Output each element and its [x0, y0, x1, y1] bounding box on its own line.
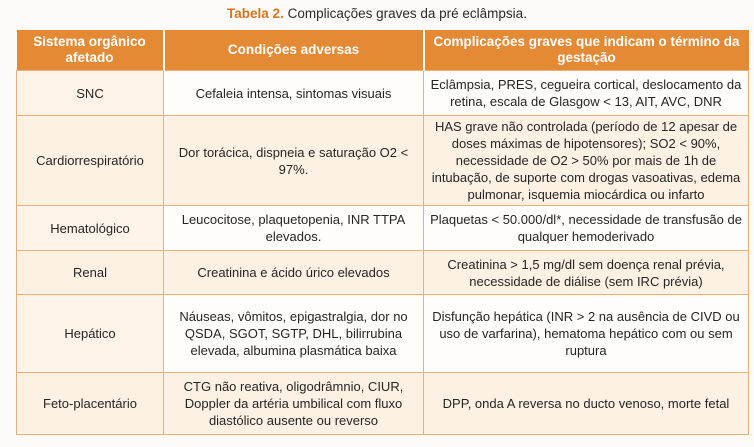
cell-complications: Plaquetas < 50.000/dl*, necessidade de transfusão de qualquer hemoderivado	[424, 206, 749, 251]
cell-conditions: Náuseas, vômitos, epigastralgia, dor no QSDA, SGOT, SGTP, DHL, bilirrubina elevada, albumina plasmática baixa	[164, 295, 424, 373]
cell-conditions: Dor torácica, dispneia e saturação O2 < 97%.	[164, 116, 424, 206]
table-row	[17, 373, 749, 435]
caption-text: Complicações graves da pré eclâmpsia.	[287, 6, 527, 21]
cell-complications: Eclâmpsia, PRES, cegueira cortical, deslocamento da retina, escala de Glasgow < 13, AIT, AVC, DNR	[424, 71, 749, 116]
table-header-row	[17, 30, 749, 71]
header-conditions: Condições adversas	[164, 30, 424, 71]
table-row	[17, 116, 749, 206]
cell-system: Cardiorrespiratório	[17, 116, 164, 206]
cell-system: SNC	[17, 71, 164, 116]
cell-system: Hepático	[17, 295, 164, 373]
table-caption	[0, 6, 754, 21]
table-row	[17, 251, 749, 295]
cell-system: Feto-placentário	[17, 373, 164, 435]
cell-complications: Disfunção hepática (INR > 2 na ausência de CIVD ou uso de varfarina), hematoma hepático com ou sem ruptura	[424, 295, 749, 373]
table-row	[17, 71, 749, 116]
cell-conditions: Cefaleia intensa, sintomas visuais	[164, 71, 424, 116]
cell-complications: DPP, onda A reversa no ducto venoso, morte fetal	[424, 373, 749, 435]
cell-conditions: Creatinina e ácido úrico elevados	[164, 251, 424, 295]
cell-complications: Creatinina > 1,5 mg/dl sem doença renal prévia, necessidade de diálise (sem IRC prévia)	[424, 251, 749, 295]
header-system: Sistema orgânico afetado	[17, 30, 164, 71]
cell-system: Renal	[17, 251, 164, 295]
cell-complications: HAS grave não controlada (período de 12 apesar de doses máximas de hipotensores); SO2 < 90%, necessidade de O2 > 50% por mais de 1h de intubação, de suporte com drogas vasoativas, edema pulmonar, isquemia miocárdica ou infarto	[424, 116, 749, 206]
cell-conditions: CTG não reativa, oligodrâmnio, CIUR, Doppler da artéria umbilical com fluxo diastólico ausente ou reverso	[164, 373, 424, 435]
cell-system: Hematológico	[17, 206, 164, 251]
complications-table	[16, 30, 749, 435]
table-row	[17, 295, 749, 373]
table-row	[17, 206, 749, 251]
caption-label: Tabela 2.	[227, 6, 284, 21]
header-complications: Complicações graves que indicam o término da gestação	[424, 30, 749, 71]
cell-conditions: Leucocitose, plaquetopenia, INR TTPA elevados.	[164, 206, 424, 251]
